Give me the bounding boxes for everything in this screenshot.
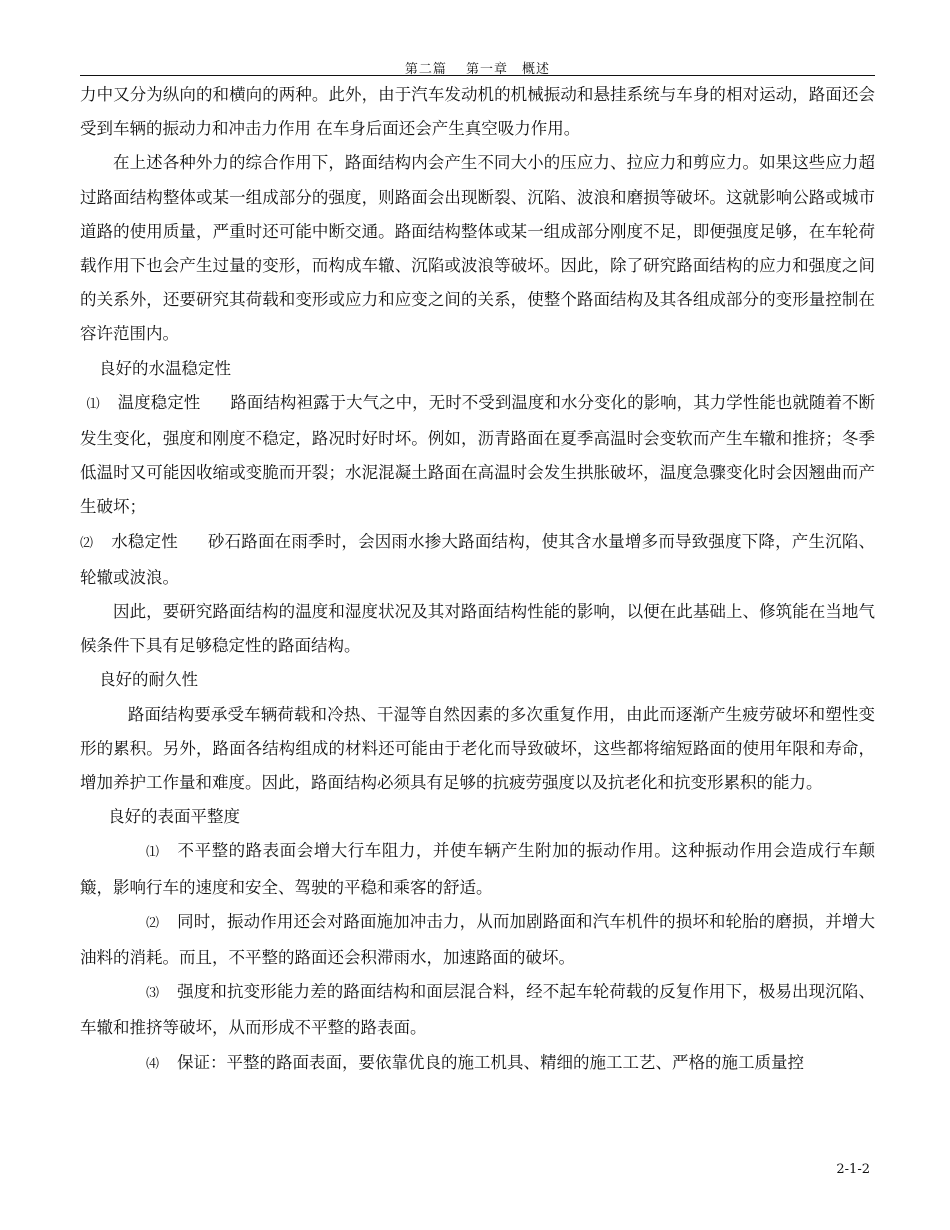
page-body: [80, 78, 875, 1082]
item-text: 砂石路面在雨季时，会因雨水掺大路面结构，使其含水量增多而导致强度下降，产生沉陷、轮辙或波浪。: [80, 531, 876, 587]
item-number: ⑵: [146, 915, 160, 931]
header-rule: [80, 75, 875, 76]
item-smoothness-1: [80, 834, 875, 904]
item-number: ⑴: [146, 845, 160, 861]
item-text: 路面结构袒露于大气之中，无时不受到温度和水分变化的影响，其力学性能也就随着不断发生变化，强度和刚度不稳定，路况时好时坏。例如，沥青路面在夏季高温时会变软而产生车辙和推挤；冬季低温时又可能因收缩或变脆而开裂；水泥混凝土路面在高温时会发生拱胀破坏，温度急骤变化时会因翘曲而产生破坏；: [80, 392, 876, 517]
page-number: 2-1-2: [836, 1162, 870, 1177]
item-smoothness-4: [80, 1046, 875, 1082]
item-number: ⑷: [146, 1056, 160, 1072]
paragraph-stress: 在上述各种外力的综合作用下，路面结构内会产生不同大小的压应力、拉应力和剪应力。如果这些应力超过路面结构整体或某一组成部分的强度，则路面会出现断裂、沉陷、波浪和磨损等破坏。这就影响公路或城市道路的使用质量，严重时还可能中断交通。路面结构整体或某一组成部分刚度不足，即便强度足够，在车轮荷载作用下也会产生过量的变形，而构成车辙、沉陷或波浪等破坏。因此，除了研究路面结构的应力和强度之间的关系外，还要研究其荷载和变形或应力和应变之间的关系，使整个路面结构及其各组成部分的变形量控制在容许范围内。: [80, 153, 875, 344]
item-number: ⑴: [86, 396, 100, 412]
item-number: ⑵: [80, 535, 94, 551]
section-heading-stability: 良好的水温稳定性: [99, 358, 231, 378]
item-text: 同时，振动作用还会对路面施加冲击力，从而加剧路面和汽车机件的损坏和轮胎的磨损，并增大油料的消耗。而且，不平整的路面还会积滞雨水，加速路面的破坏。: [80, 911, 875, 968]
paragraph-durability: 路面结构要承受车辆荷载和冷热、干湿等自然因素的多次重复作用，由此而逐渐产生疲劳破坏和塑性变形的累积。另外，路面各结构组成的材料还可能由于老化而导致破坏，这些都将缩短路面的使用年限和寿命，增加养护工作量和难度。因此，路面结构必须具有足够的抗疲劳强度以及抗老化和抗变形累积的能力。: [80, 704, 875, 793]
paragraph-therefore: 因此，要研究路面结构的温度和湿度状况及其对路面结构性能的影响，以便在此基础上、修筑能在当地气候条件下具有足够稳定性的路面结构。: [80, 602, 875, 656]
section-heading-durability: 良好的耐久性: [99, 670, 198, 690]
item-smoothness-3: [80, 975, 875, 1045]
item-label: 温度稳定性: [117, 392, 201, 412]
item-label: 水稳定性: [111, 531, 178, 551]
running-header: 第二篇 第一章 概述: [404, 62, 551, 77]
item-temperature-stability: [80, 386, 875, 525]
item-number: ⑶: [146, 986, 160, 1002]
item-water-stability: [80, 525, 875, 595]
item-text: 不平整的路表面会增大行车阻力，并使车辆产生附加的振动作用。这种振动作用会造成行车颠簸，影响行车的速度和安全、驾驶的平稳和乘客的舒适。: [80, 841, 875, 897]
section-heading-smoothness: 良好的表面平整度: [108, 807, 240, 827]
paragraph-forces-continued: 力中又分为纵向的和横向的两种。此外，由于汽车发动机的机械振动和悬挂系统与车身的相对运动，路面还会受到车辆的振动力和冲击力作用 在车身后面还会产生真空吸力作用。: [80, 85, 875, 139]
item-text: 保证：平整的路面表面，要依靠优良的施工机具、精细的施工工艺、严格的施工质量控: [177, 1052, 805, 1072]
item-smoothness-2: [80, 905, 875, 975]
item-text: 强度和抗变形能力差的路面结构和面层混合料，经不起车轮荷载的反复作用下，极易出现沉陷、车辙和推挤等破坏，从而形成不平整的路表面。: [80, 982, 875, 1038]
